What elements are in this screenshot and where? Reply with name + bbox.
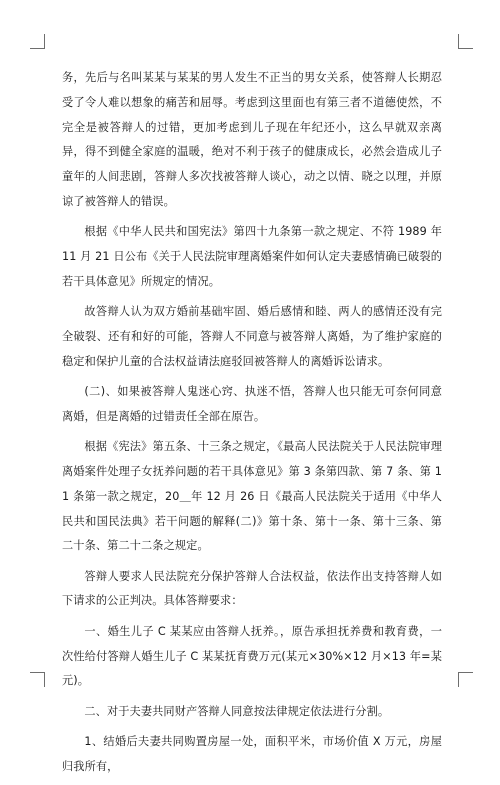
paragraph-4: (二)、如果被答辩人鬼迷心窍、执迷不悟，答辩人也只能无可奈何同意离婚，但是离婚的过错责任全部在原告。 — [62, 385, 442, 423]
paragraph-3: 故答辩人认为双方婚前基础牢固、婚后感情和睦、两人的感情还没有完全破裂、还有和好的可能，答辩人不同意与被答辩人离婚，为了维护家庭的稳定和保护儿童的合法权益请法庭驳回被答辩人的离婚诉讼请求。 — [62, 305, 442, 368]
crop-mark-top-left — [30, 34, 45, 49]
paragraph-8: 二、对于夫妻共同财产答辩人同意按法律规定依法进行分割。 — [84, 704, 390, 718]
paragraph-5: 根据《宪法》第五条、十三条之规定，《最高人民法院关于人民法院审理离婚案件处理子女抚养问题的若干具体意见》第 3 条第四款、第 7 条、第 11 条第一款之规定，20＿年 12 月 26 日《最高人民法院关于适用《中华人民共和国民法典》若干问题的解释(二)》第十条、第十一条、第十三条、第二十条、第二十二条之规定。 — [62, 440, 442, 553]
document-body — [62, 66, 442, 785]
crop-mark-bottom-right — [458, 672, 473, 687]
paragraph-6: 答辩人要求人民法院充分保护答辩人合法权益，依法作出支持答辩人如下请求的公正判决。具体答辩要求： — [62, 569, 442, 608]
paragraph-9: 1、结婚后夫妻共同购置房屋一处，面积平米，市场价值 X 万元，房屋归我所有， — [62, 734, 442, 773]
crop-mark-bottom-left — [30, 672, 45, 687]
crop-mark-top-right — [458, 34, 473, 49]
paragraph-2: 根据《中华人民共和国宪法》第四十九条第一款之规定、不符 1989 年 11 月 21 日公布《关于人民法院审理离婚案件如何认定夫妻感情确已破裂的若干具体意见》所规定的情况。 — [62, 225, 442, 288]
paragraph-7: 一、婚生儿子 C 某某应由答辩人抚养。，原告承担抚养费和教育费，一次性给付答辩人婚生儿子 C 某某抚育费万元(某元×30%×12 月×13 年=某元)。 — [62, 624, 442, 688]
paragraph-1: 务，先后与名叫某某与某某的男人发生不正当的男女关系，使答辩人长期忍受了令人难以想象的痛苦和屈辱。考虑到这里面也有第三者不道德使然，不完全是被答辩人的过错，更加考虑到儿子现在年纪还小，这么早就双亲离异，得不到健全家庭的温暖，绝对不利于孩子的健康成长，必然会造成儿子童年的人间悲剧，答辩人多次找被答辩人谈心，动之以情、晓之以理，并原谅了被答辩人的错误。 — [62, 71, 442, 208]
